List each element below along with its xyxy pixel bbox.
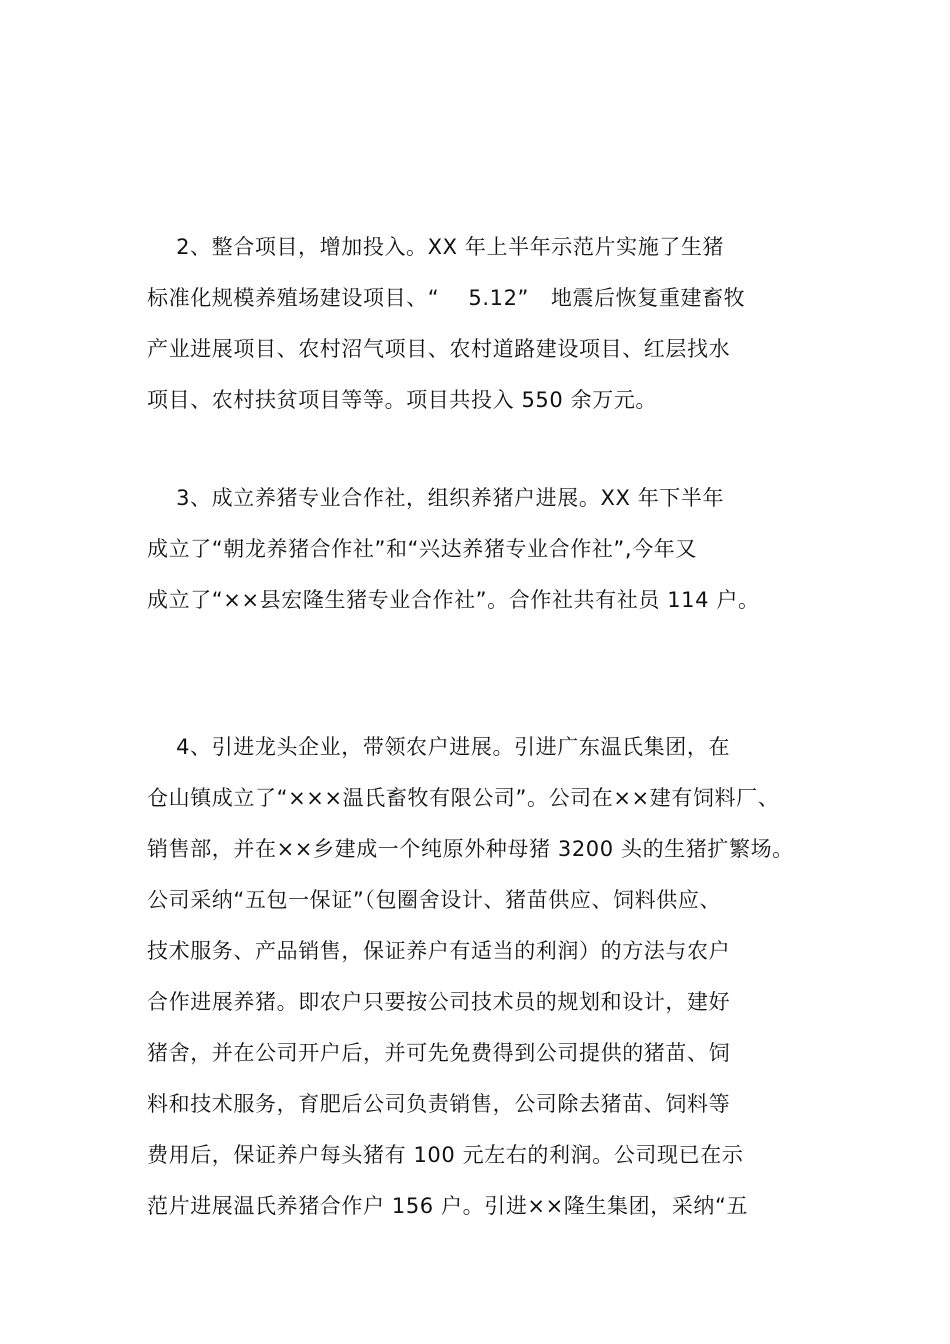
paragraph-line: 费用后，保证养户每头猪有 100 元左右的利润。公司现已在示 <box>147 1143 744 1167</box>
paragraph-line: 仓山镇成立了“×××温氏畜牧有限公司”。公司在××建有饲料厂、 <box>147 786 780 810</box>
paragraph-line: 销售部，并在××乡建成一个纯原外种母猪 3200 头的生猪扩繁场。 <box>147 837 794 861</box>
paragraph-line: 猪舍，并在公司开户后，并可先免费得到公司提供的猪苗、饲 <box>147 1041 731 1065</box>
paragraph-line: 技术服务、产品销售，保证养户有适当的利润）的方法与农户 <box>147 939 731 963</box>
paragraph-line: 2、整合项目，增加投入。XX 年上半年示范片实施了生猪 <box>147 235 725 259</box>
paragraph-line: 范片进展温氏养猪合作户 156 户。引进××隆生集团，采纳“五 <box>147 1194 749 1218</box>
paragraph-line: 成立了“××县宏隆生猪专业合作社”。合作社共有社员 114 户。 <box>147 588 760 612</box>
paragraph-line: 3、成立养猪专业合作社，组织养猪户进展。XX 年下半年 <box>147 486 725 510</box>
paragraph-line: 4、引进龙头企业，带领农户进展。引进广东温氏集团，在 <box>147 735 731 759</box>
paragraph-2-integrate-projects <box>147 222 827 426</box>
paragraph-line: 产业进展项目、农村沼气项目、农村道路建设项目、红层找水 <box>147 337 731 361</box>
paragraph-4-leading-enterprises <box>147 722 827 1232</box>
paragraph-3-cooperatives <box>147 473 827 626</box>
paragraph-line: 合作进展养猪。即农户只要按公司技术员的规划和设计，建好 <box>147 990 731 1014</box>
paragraph-line: 料和技术服务，育肥后公司负责销售，公司除去猪苗、饲料等 <box>147 1092 731 1116</box>
paragraph-line: 项目、农村扶贫项目等等。项目共投入 550 余万元。 <box>147 388 658 412</box>
paragraph-line: 标准化规模养殖场建设项目、“ 5.12” 地震后恢复重建畜牧 <box>147 286 746 310</box>
paragraph-line: 公司采纳“五包一保证”（包圈舍设计、猪苗供应、饲料供应、 <box>147 888 722 912</box>
paragraph-line: 成立了“朝龙养猪合作社”和“兴达养猪专业合作社”,今年又 <box>147 537 697 561</box>
